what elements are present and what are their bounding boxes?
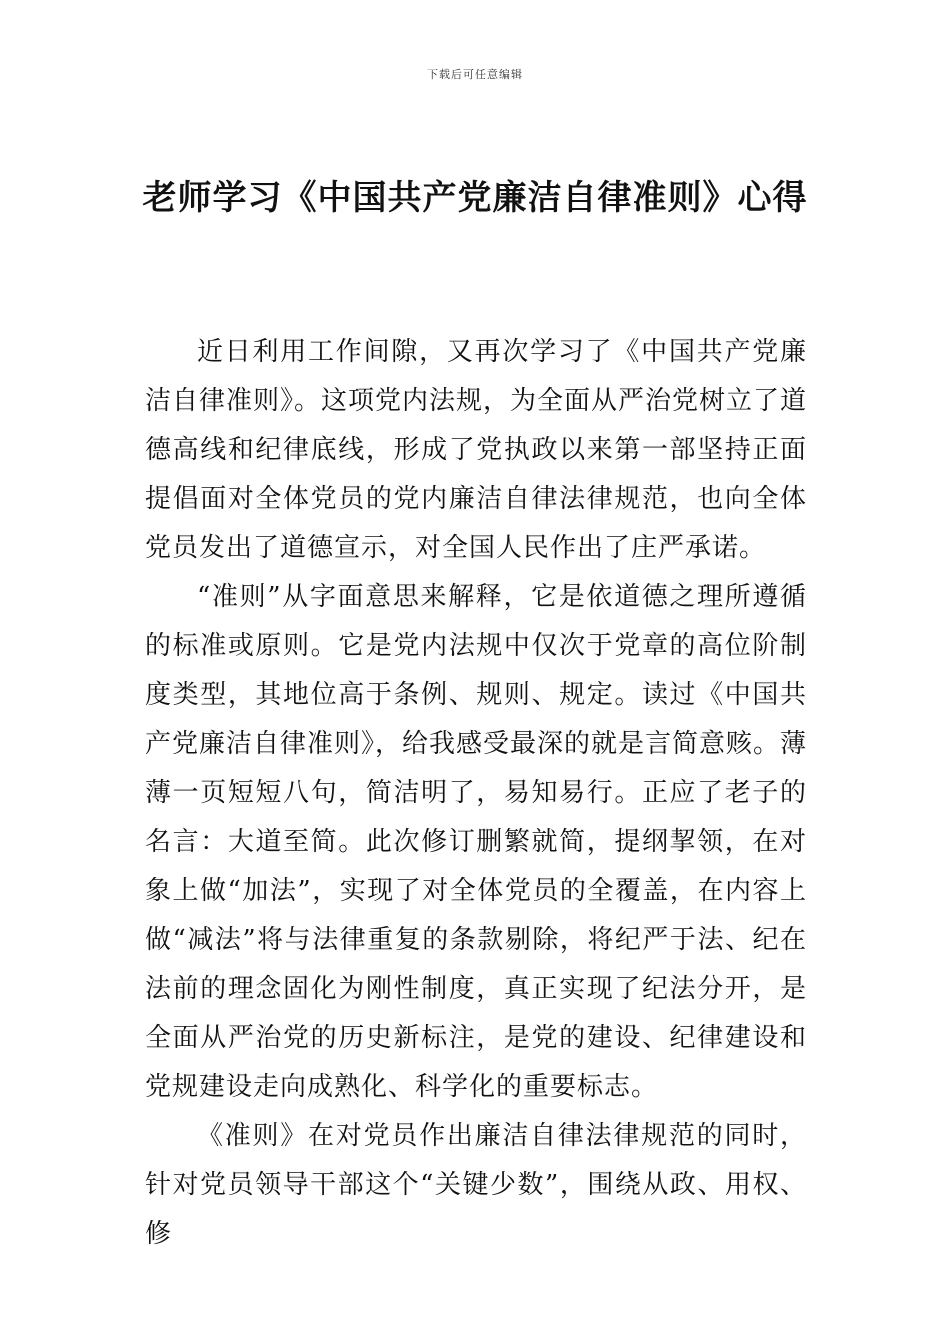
paragraph-3: 《准则》在对党员作出廉洁自律法律规范的同时，针对党员领导干部这个“关键少数”，围绕从政、用权、修: [145, 1121, 807, 1249]
paragraph-2: “准则”从字面意思来解释，它是依道德之理所遵循的标准或原则。它是党内法规中仅次于党章的高位阶制度类型，其地位高于条例、规则、规定。读过《中国共产党廉洁自律准则》，给我感受最深的就是言简意赅。薄薄一页短短八句，简洁明了，易知易行。正应了老子的名言：大道至简。此次修订删繁就简，提纲挈领，在对象上做“加法”，实现了对全体党员的全覆盖，在内容上做“减法”将与法律重复的条款剔除，将纪严于法、纪在法前的理念固化为刚性制度，真正实现了纪法分开，是全面从严治党的历史新标注，是党的建设、纪律建设和党规建设走向成熟化、科学化的重要标志。: [145, 582, 808, 1102]
document-body: [145, 328, 807, 1259]
header-note: 下载后可任意编辑: [427, 68, 523, 81]
paragraph-1: 近日利用工作间隙，又再次学习了《中国共产党廉洁自律准则》。这项党内法规，为全面从严治党树立了道德高线和纪律底线，形成了党执政以来第一部坚持正面提倡面对全体党员的党内廉洁自律法律规范，也向全体党员发出了道德宣示，对全国人民作出了庄严承诺。: [145, 337, 808, 563]
document-title: 老师学习《中国共产党廉洁自律准则》心得: [142, 178, 808, 218]
